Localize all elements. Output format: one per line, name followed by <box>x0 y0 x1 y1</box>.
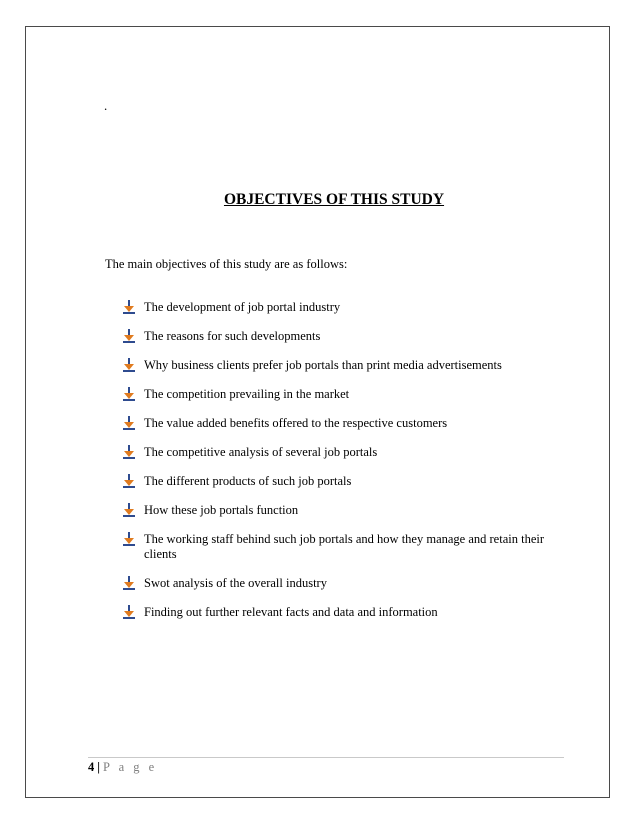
objective-item <box>123 300 563 315</box>
objective-item <box>123 445 563 460</box>
arrow-down-bullet-icon <box>123 387 135 401</box>
objective-text: The working staff behind such job portals and how they manage and retain their clients <box>144 532 545 561</box>
page-word: P a g e <box>103 760 158 774</box>
objective-text: Finding out further relevant facts and data and information <box>144 605 438 619</box>
arrow-down-bullet-icon <box>123 576 135 590</box>
objective-item <box>123 358 563 373</box>
objective-text: Why business clients prefer job portals than print media advertisements <box>144 358 502 372</box>
objective-item <box>123 474 563 489</box>
objective-text: The development of job portal industry <box>144 300 341 314</box>
objectives-list <box>123 300 563 634</box>
objective-text: The value added benefits offered to the respective customers <box>144 416 448 430</box>
page-footer <box>88 760 157 775</box>
objective-text: How these job portals function <box>144 503 299 517</box>
objective-item <box>123 387 563 402</box>
objective-item <box>123 416 563 431</box>
objective-item <box>123 503 563 518</box>
intro-paragraph: The main objectives of this study are as follows: <box>105 257 348 271</box>
arrow-down-bullet-icon <box>123 474 135 488</box>
arrow-down-bullet-icon <box>123 300 135 314</box>
stray-mark: . <box>104 98 108 113</box>
arrow-down-bullet-icon <box>123 416 135 430</box>
page-title <box>0 191 638 209</box>
arrow-down-bullet-icon <box>123 532 135 546</box>
page-number: 4 <box>88 760 95 774</box>
objective-item <box>123 576 563 591</box>
arrow-down-bullet-icon <box>123 503 135 517</box>
objective-item <box>123 329 563 344</box>
objective-text: The different products of such job portals <box>144 474 352 488</box>
objective-item <box>123 605 563 620</box>
page-title-text: OBJECTIVES OF THIS STUDY <box>223 191 445 208</box>
objective-text: The competitive analysis of several job portals <box>144 445 378 459</box>
arrow-down-bullet-icon <box>123 329 135 343</box>
objective-text: The competition prevailing in the market <box>144 387 350 401</box>
arrow-down-bullet-icon <box>123 605 135 619</box>
footer-separator: | <box>97 760 101 774</box>
arrow-down-bullet-icon <box>123 358 135 372</box>
objective-text: The reasons for such developments <box>144 329 321 343</box>
objective-text: Swot analysis of the overall industry <box>144 576 327 590</box>
arrow-down-bullet-icon <box>123 445 135 459</box>
objective-item <box>123 532 563 562</box>
footer-divider <box>88 757 564 758</box>
